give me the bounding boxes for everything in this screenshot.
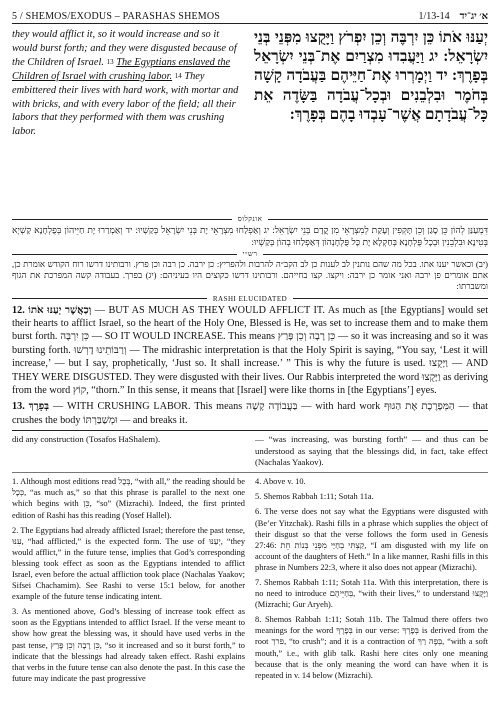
verse-13-number: 13 (106, 57, 114, 66)
header-verse-ref: 1/13-14 (418, 10, 450, 22)
footnote-8: 8. Shemos Rabbah 1:11; Sotah 11b. The Talmud there offers two meanings for the word בְּפָרֶךְ in our verse: בְּפָרֶךְ is derived from the root פרך, “to crush”; and it is a contraction of בְּפֶה רַךְ, “with a soft mouth,” i.e., with glib talk. Rashi here cites only one meaning because that is the only meaning the word can have when it is repeated in v. 14 below (Mizrachi). (255, 615, 488, 680)
footnote-1: 1. Although most editions read בְּכָל, “with all,” the reading should be כְּכָל, “as much as,” so that this phrase is parallel to the next one which begins with כֵּן, “so” (Mizrachi). Indeed, the first printed edition of Rashi has this reading (Yosef Hallel). (12, 477, 245, 520)
note-continuation-right: — “was increasing, was bursting forth” — and thus can be understood as saying that the blessings did, in fact, take effect (Nachalas Yaakov). (255, 434, 488, 468)
rashi-text: (יב) וכאשר יענו אתו. בכל מה שהם נותנין לב לענות כן לב הקב״ה להרבות ולהפריץ: כן ירבה. כן רבה וכן פרץ. ורבותינו דרשו רוח הקודש אומרת כן, אתם אומרים פן ירבה ואני אומר כן ירבה: ויקצו. קצו בחייהם. ורבותינו דרשו כקוצים היו בעיניהם: (יג) בפרך. בעבודה קשה המפרכת את הגוף ומשברתו: (12, 259, 488, 292)
footnote-7: 7. Shemos Rabbah 1:11; Sotah 11a. With this interpretation, there is no need to introduce בְּחַיֵּיהֶם, “with their lives,” to understand וַיָּקֻצוּ (Mizrachi; Gur Aryeh). (255, 578, 488, 610)
verse-13-text: The Egyptians enslaved the Children of Israel with crushing labor. (12, 56, 231, 82)
elucidated-divider (12, 295, 488, 303)
divider-line (12, 254, 237, 255)
verse-14-text: They embittered their lives with hard work, with mortar and with bricks, and with every labor of the field; all their labors that they performed with them was crushing labor. (12, 70, 239, 138)
header-hebrew-ref: א׳ יג־יד (459, 10, 488, 22)
onkelos-text: דִּמְעַנַּן לְהוֹן כֵּן סָגַן וְכֵן תָּקְפִין וְעָקַת לְמִצְרָאֵי מִן קֳדָם בְּנֵי יִשְׂרָאֵל: יג וְאַפְלַחוּ מִצְרָאֵי יָת בְּנֵי יִשְׂרָאֵל בְּקַשְׁיוּ: יד וְאַמְרַרוּ יָת חַיֵּיהוֹן בְּפֻלְחָנָא קַשְׁיָא בְּטִינָא וּבִלְבֵנִין וּבְכָל פֻּלְחָנָא בְּחַקְלָא יָת כָּל פֻּלְחָנְהוֹן דְּאַפְלַחוּ בְהוֹן בְּקַשְׁיוּ: (12, 225, 488, 247)
footnote-4: 4. Above v. 10. (255, 477, 306, 487)
onkelos-divider (12, 215, 488, 223)
header-right (418, 11, 488, 22)
paragraph-hebrew-lemma: וְכַאֲשֶׁר יְעַנּוּ אֹתוֹ (28, 304, 92, 316)
notes-continuation (12, 430, 488, 469)
page-header (12, 0, 488, 24)
hebrew-verse-text: יְעַנּוּ אֹתוֹ כֵּן יִרְבֶּה וְכֵן יִפְרֹץ וַיָּקֻצוּ מִפְּנֵי בְּנֵי יִשְׂרָאֵל: יג וַיַּעֲבִדוּ מִצְרַיִם אֶת־בְּנֵי יִשְׂרָאֵל בְּפָרֶךְ: יד וַיְמָרְרוּ אֶת־חַיֵּיהֶם בַּעֲבֹדָה קָשָׁה בְּחֹמֶר וּבִלְבֵנִים וּבְכָל־עֲבֹדָה בַּשָּׂדֶה אֵת כָּל־עֲבֹדָתָם אֲשֶׁר־עָבְדוּ בָהֶם בְּפָרֶךְ: (254, 29, 488, 123)
notes-rule (12, 472, 488, 473)
translation-line1: they would afflict it, so it would increase and so it would burst forth; and they were disgusted because of the Children of Israel. (12, 29, 237, 68)
divider-line (293, 298, 488, 299)
paragraph-hebrew-lemma: בְּפָרֶךְ (28, 401, 50, 413)
rashi-label: רש״י (242, 250, 258, 258)
divider-line (12, 298, 207, 299)
footnote-5: 5. Shemos Rabbah 1:11; Sotah 11a. (255, 492, 374, 502)
note-continuation-left: did any construction (Tosafos HaShalem). (12, 434, 161, 445)
rashi-elucidated (12, 304, 488, 428)
divider-line (263, 254, 488, 255)
paragraph-number: 12. (12, 304, 25, 316)
rashi-divider (12, 250, 488, 258)
footnote-2: 2. The Egyptians had already afflicted Israel; therefore the past tense, עִנּוּ, “had afflicted,” is the expected form. The use of יְעַנּוּ, “they would afflict,” in the future tense, implies that God’s corresponding blessing took effect as soon as the Egyptians intended to afflict Israel, even before the actual affliction took place (Nachalas Yaakov; Sifsei Chachamim). See Rashi to verse 15:1 below, for another example of the future tense indicating intent. (12, 525, 246, 602)
footnote-3: 3. As mentioned above, God’s blessing of increase took effect as soon as the Egyptians intended to afflict Israel. If the verse meant to show how great the blessing was, it should have used verbs in the past tense, כֵּן רָבָה וְכֵן פָּרַץ, “so it increased and so it burst forth,” to indicate that the blessings had already taken effect. Rashi explains that verbs in the future tense can also denote the past. In this case the future may indicate the past progressive (12, 607, 245, 683)
divider-line (268, 219, 488, 220)
footnote-6: 6. The verse does not say what the Egyptians were disgusted with (Be’er Yitzchak). Rashi fills in a phrase which supplies the object of their disgust so that the verse follows the form used in Genesis 27:46: קַצְתִּי בְחַיַּי מִפְּנֵי בְּנוֹת חֵת, “I am disgusted with my life on account of the daughters of Heth.” In a like manner, Rashi fills in this phrase in Numbers 22:3, where it also does not appear (Mizrachi). (255, 507, 489, 572)
elucidated-paragraph-13 (12, 400, 488, 427)
paragraph-text: — WITH CRUSHING LABOR. This means בַּעֲבוֹדָה קָשָׁה — with hard work הַמְּפָרֶכֶת אֶת הַגּוּף — that crushes the body וּמְשַׁבַּרְתּוֹ — and breaks it. (12, 401, 488, 426)
footnotes-right-column (255, 476, 488, 688)
onkelos-label: אונקלוס (237, 215, 263, 223)
elucidated-label: RASHI ELUCIDATED (212, 294, 288, 303)
elucidated-paragraph-12 (12, 304, 488, 398)
verse-section (12, 28, 488, 213)
footnotes-left-column (12, 476, 245, 688)
english-translation (12, 28, 248, 213)
verse-14-number: 14 (174, 71, 182, 80)
header-left: 5 / SHEMOS/EXODUS – PARASHAS SHEMOS (12, 10, 221, 22)
divider-line (12, 219, 232, 220)
paragraph-text-end: וַיָּקֻצוּ — AND THEY WERE DISGUSTED. They were disgusted with their lives. Our Rabbis interpreted the word וַיָּקֻצוּ as deriving from the word קוֹץ, “thorn.” In this sense, it means that [Israel] were like thorns in [the Egyptians’] eyes. (12, 358, 489, 397)
paragraph-text: — BUT AS MUCH AS THEY WOULD AFFLICT IT. As much as [the Egyptians] would set their hearts to afflict Israel, so the heart of the Holy One, Blessed is He, was set to increase them and to make them burst forth. (12, 304, 489, 343)
footnotes (12, 476, 488, 688)
paragraph-text-mid: כֵּן יִרְבֶּה — SO IT WOULD INCREASE. This means כֵּן רָבָה וְכֵן פָּרַץ — so it was increasing and so it was bursting forth. וְרַבּוֹתֵינוּ דָרְשׁוּ — The midrashic interpretation is that the Holy Spirit is saying, “You say, ‘Lest it will increase,’ — but I say, prophetically, ‘Just so. It shall increase.’ ” This is why the future is used. (12, 331, 489, 370)
paragraph-number: 13. (12, 401, 25, 413)
